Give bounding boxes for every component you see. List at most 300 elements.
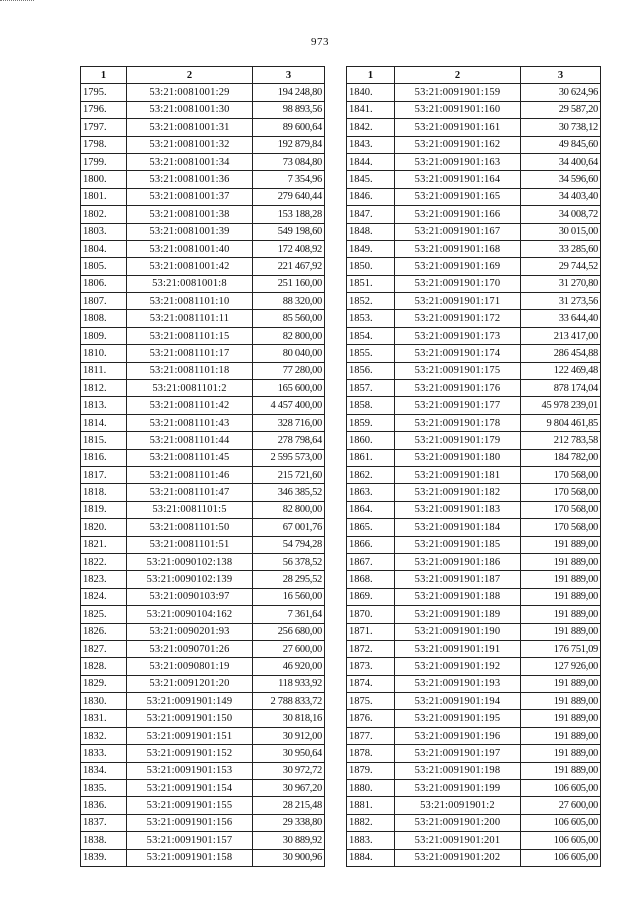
cadastral-value: 33 644,40 [521,310,601,327]
row-number: 1881. [347,797,395,814]
cadastral-value: 27 600,00 [521,797,601,814]
row-number: 1805. [81,258,127,275]
table-row [81,432,325,449]
table-row [81,223,325,240]
table-row [347,240,601,257]
header-col-1: 1 [81,67,127,84]
cadastral-number: 53:21:0091901:183 [395,501,521,518]
cadastral-number: 53:21:0091901:193 [395,675,521,692]
table-row [347,797,601,814]
cadastral-number: 53:21:0091901:2 [395,797,521,814]
cadastral-number: 53:21:0091901:186 [395,553,521,570]
row-number: 1824. [81,588,127,605]
table-row [81,536,325,553]
cadastral-number: 53:21:0091901:153 [127,762,253,779]
table-row [81,501,325,518]
cadastral-number: 53:21:0091901:167 [395,223,521,240]
row-number: 1884. [347,849,395,866]
cadastral-number: 53:21:0081101:42 [127,397,253,414]
row-number: 1841. [347,101,395,118]
cadastral-value: 213 417,00 [521,327,601,344]
cadastral-value: 82 800,00 [253,501,325,518]
table-row [81,171,325,188]
row-number: 1796. [81,101,127,118]
table-row [347,206,601,223]
cadastral-number: 53:21:0081001:34 [127,153,253,170]
cadastral-number: 53:21:0091901:149 [127,693,253,710]
table-row [347,658,601,675]
table-row [347,136,601,153]
row-number: 1801. [81,188,127,205]
row-number: 1802. [81,206,127,223]
cadastral-value: 33 285,60 [521,240,601,257]
cadastral-number: 53:21:0091901:176 [395,380,521,397]
cadastral-number: 53:21:0081101:47 [127,484,253,501]
cadastral-value: 153 188,28 [253,206,325,223]
cadastral-value: 165 600,00 [253,380,325,397]
row-number: 1803. [81,223,127,240]
cadastral-number: 53:21:0091201:20 [127,675,253,692]
cadastral-number: 53:21:0081101:43 [127,414,253,431]
cadastral-number: 53:21:0091901:177 [395,397,521,414]
table-row [347,275,601,292]
cadastral-number: 53:21:0091901:155 [127,797,253,814]
table-row [347,832,601,849]
cadastral-value: 7 361,64 [253,606,325,623]
cadastral-value: 251 160,00 [253,275,325,292]
row-number: 1871. [347,623,395,640]
row-number: 1819. [81,501,127,518]
cadastral-value: 30 972,72 [253,762,325,779]
cadastral-number: 53:21:0090701:26 [127,640,253,657]
row-number: 1797. [81,119,127,136]
table-row [81,553,325,570]
table-row [81,188,325,205]
cadastral-number: 53:21:0091901:158 [127,849,253,866]
table-row [347,153,601,170]
cadastral-value: 30 889,92 [253,832,325,849]
table-row [347,484,601,501]
row-number: 1829. [81,675,127,692]
table-row [347,188,601,205]
row-number: 1826. [81,623,127,640]
row-number: 1859. [347,414,395,431]
row-number: 1880. [347,780,395,797]
cadastral-number: 53:21:0081101:44 [127,432,253,449]
cadastral-number: 53:21:0081101:5 [127,501,253,518]
table-row [347,553,601,570]
cadastral-value: 88 320,00 [253,293,325,310]
table-row [347,119,601,136]
cadastral-value: 191 889,00 [521,745,601,762]
cadastral-number: 53:21:0081101:45 [127,449,253,466]
row-number: 1812. [81,380,127,397]
table-row [81,606,325,623]
cadastral-value: 170 568,00 [521,466,601,483]
cadastral-number: 53:21:0091901:185 [395,536,521,553]
cadastral-number: 53:21:0091901:195 [395,710,521,727]
cadastral-value: 184 782,00 [521,449,601,466]
cadastral-value: 34 403,40 [521,188,601,205]
cadastral-number: 53:21:0090104:162 [127,606,253,623]
cadastral-number: 53:21:0091901:166 [395,206,521,223]
cadastral-value: 549 198,60 [253,223,325,240]
cadastral-value: 191 889,00 [521,588,601,605]
cadastral-number: 53:21:0091901:161 [395,119,521,136]
cadastral-number: 53:21:0091901:201 [395,832,521,849]
row-number: 1848. [347,223,395,240]
table-row [347,310,601,327]
cadastral-number: 53:21:0091901:202 [395,849,521,866]
row-number: 1872. [347,640,395,657]
table-row [347,745,601,762]
cadastral-number: 53:21:0091901:199 [395,780,521,797]
table-row [347,466,601,483]
row-number: 1825. [81,606,127,623]
cadastral-value: 106 605,00 [521,849,601,866]
cadastral-value: 191 889,00 [521,727,601,744]
cadastral-number: 53:21:0091901:194 [395,693,521,710]
table-row [347,258,601,275]
cadastral-value: 170 568,00 [521,519,601,536]
header-col-1: 1 [347,67,395,84]
cadastral-value: 122 469,48 [521,362,601,379]
row-number: 1840. [347,84,395,101]
table-row [81,640,325,657]
row-number: 1857. [347,380,395,397]
cadastral-number: 53:21:0091901:156 [127,814,253,831]
cadastral-value: 46 920,00 [253,658,325,675]
table-row [347,536,601,553]
cadastral-number: 53:21:0081101:17 [127,345,253,362]
cadastral-value: 221 467,92 [253,258,325,275]
table-row [347,640,601,657]
cadastral-value: 4 457 400,00 [253,397,325,414]
row-number: 1843. [347,136,395,153]
row-number: 1800. [81,171,127,188]
cadastral-number: 53:21:0081001:42 [127,258,253,275]
row-number: 1814. [81,414,127,431]
cadastral-number: 53:21:0091901:171 [395,293,521,310]
table-row [81,484,325,501]
cadastral-value: 191 889,00 [521,693,601,710]
cadastral-number: 53:21:0081001:36 [127,171,253,188]
cadastral-number: 53:21:0091901:162 [395,136,521,153]
table-row [81,623,325,640]
cadastral-value: 278 798,64 [253,432,325,449]
cadastral-value: 85 560,00 [253,310,325,327]
cadastral-value: 80 040,00 [253,345,325,362]
table-row [347,710,601,727]
row-number: 1823. [81,571,127,588]
cadastral-value: 2 788 833,72 [253,693,325,710]
table-row [81,710,325,727]
cadastral-number: 53:21:0081001:30 [127,101,253,118]
table-row [81,206,325,223]
cadastral-number: 53:21:0091901:182 [395,484,521,501]
table-row [81,258,325,275]
cadastral-value: 29 744,52 [521,258,601,275]
table-header-row [347,67,601,84]
cadastral-number: 53:21:0081001:39 [127,223,253,240]
cadastral-value: 34 596,60 [521,171,601,188]
table-body-left [81,84,325,867]
table-row [347,519,601,536]
cadastral-value: 34 400,64 [521,153,601,170]
row-number: 1831. [81,710,127,727]
cadastral-value: 56 378,52 [253,553,325,570]
row-number: 1842. [347,119,395,136]
table-row [81,780,325,797]
cadastral-value: 191 889,00 [521,675,601,692]
cadastral-number: 53:21:0090801:19 [127,658,253,675]
scan-edge-mark [0,0,34,2]
cadastral-value: 30 900,96 [253,849,325,866]
table-row [81,849,325,866]
table-row [81,832,325,849]
cadastral-value: 191 889,00 [521,762,601,779]
cadastral-value: 89 600,64 [253,119,325,136]
cadastral-value: 170 568,00 [521,484,601,501]
table-row [347,345,601,362]
cadastral-number: 53:21:0091901:198 [395,762,521,779]
table-row [81,814,325,831]
table-row [81,658,325,675]
cadastral-value: 256 680,00 [253,623,325,640]
row-number: 1879. [347,762,395,779]
cadastral-number: 53:21:0081001:31 [127,119,253,136]
table-row [81,693,325,710]
header-col-2: 2 [127,67,253,84]
cadastral-value: 28 295,52 [253,571,325,588]
cadastral-number: 53:21:0091901:173 [395,327,521,344]
cadastral-number: 53:21:0091901:175 [395,362,521,379]
cadastral-value: 73 084,80 [253,153,325,170]
cadastral-number: 53:21:0091901:187 [395,571,521,588]
cadastral-value: 30 015,00 [521,223,601,240]
table-row [347,606,601,623]
cadastral-value: 2 595 573,00 [253,449,325,466]
cadastral-value: 45 978 239,01 [521,397,601,414]
table-row [347,362,601,379]
cadastral-value: 328 716,00 [253,414,325,431]
cadastral-value: 191 889,00 [521,571,601,588]
cadastral-number: 53:21:0081101:18 [127,362,253,379]
cadastral-number: 53:21:0081001:8 [127,275,253,292]
row-number: 1866. [347,536,395,553]
cadastral-value: 29 587,20 [521,101,601,118]
table-row [347,849,601,866]
cadastral-number: 53:21:0091901:191 [395,640,521,657]
row-number: 1856. [347,362,395,379]
cadastral-number: 53:21:0081101:51 [127,536,253,553]
row-number: 1865. [347,519,395,536]
cadastral-number: 53:21:0091901:174 [395,345,521,362]
table-row [347,449,601,466]
cadastral-value: 98 893,56 [253,101,325,118]
cadastral-value: 191 889,00 [521,536,601,553]
row-number: 1817. [81,466,127,483]
cadastral-value: 30 967,20 [253,780,325,797]
row-number: 1835. [81,780,127,797]
cadastral-value: 191 889,00 [521,623,601,640]
table-row [347,397,601,414]
cadastral-value: 34 008,72 [521,206,601,223]
row-number: 1855. [347,345,395,362]
row-number: 1860. [347,432,395,449]
cadastral-number: 53:21:0091901:165 [395,188,521,205]
cadastral-value: 30 818,16 [253,710,325,727]
row-number: 1828. [81,658,127,675]
row-number: 1836. [81,797,127,814]
row-number: 1853. [347,310,395,327]
table-row [81,519,325,536]
row-number: 1816. [81,449,127,466]
row-number: 1815. [81,432,127,449]
table-row [81,745,325,762]
cadastral-table-left [80,66,325,867]
cadastral-value: 30 950,64 [253,745,325,762]
table-row [81,119,325,136]
page-number: 973 [311,36,329,48]
table-row [81,240,325,257]
table-row [81,345,325,362]
cadastral-value: 30 912,00 [253,727,325,744]
cadastral-value: 215 721,60 [253,466,325,483]
table-row [347,571,601,588]
cadastral-value: 106 605,00 [521,814,601,831]
cadastral-number: 53:21:0081001:37 [127,188,253,205]
row-number: 1821. [81,536,127,553]
cadastral-value: 191 889,00 [521,606,601,623]
cadastral-number: 53:21:0081101:46 [127,466,253,483]
row-number: 1877. [347,727,395,744]
cadastral-table-right [346,66,601,867]
table-row [81,762,325,779]
cadastral-number: 53:21:0091901:184 [395,519,521,536]
cadastral-value: 7 354,96 [253,171,325,188]
row-number: 1834. [81,762,127,779]
cadastral-number: 53:21:0091901:152 [127,745,253,762]
table-row [81,136,325,153]
cadastral-number: 53:21:0091901:179 [395,432,521,449]
table-row [347,327,601,344]
table-row [347,814,601,831]
row-number: 1798. [81,136,127,153]
cadastral-number: 53:21:0090102:139 [127,571,253,588]
row-number: 1838. [81,832,127,849]
cadastral-number: 53:21:0091901:169 [395,258,521,275]
table-header-row [81,67,325,84]
cadastral-number: 53:21:0091901:159 [395,84,521,101]
row-number: 1844. [347,153,395,170]
cadastral-value: 82 800,00 [253,327,325,344]
cadastral-value: 29 338,80 [253,814,325,831]
row-number: 1832. [81,727,127,744]
row-number: 1846. [347,188,395,205]
cadastral-number: 53:21:0081001:38 [127,206,253,223]
row-number: 1833. [81,745,127,762]
cadastral-number: 53:21:0091901:170 [395,275,521,292]
row-number: 1813. [81,397,127,414]
row-number: 1827. [81,640,127,657]
row-number: 1873. [347,658,395,675]
table-row [347,727,601,744]
table-row [347,84,601,101]
table-row [347,432,601,449]
table-row [81,310,325,327]
cadastral-value: 286 454,88 [521,345,601,362]
cadastral-number: 53:21:0091901:172 [395,310,521,327]
row-number: 1858. [347,397,395,414]
cadastral-value: 191 889,00 [521,710,601,727]
cadastral-value: 279 640,44 [253,188,325,205]
row-number: 1852. [347,293,395,310]
cadastral-number: 53:21:0091901:181 [395,466,521,483]
row-number: 1850. [347,258,395,275]
table-row [81,153,325,170]
cadastral-value: 77 280,00 [253,362,325,379]
table-row [81,362,325,379]
cadastral-value: 191 889,00 [521,553,601,570]
row-number: 1864. [347,501,395,518]
cadastral-value: 9 804 461,85 [521,414,601,431]
row-number: 1795. [81,84,127,101]
row-number: 1839. [81,849,127,866]
cadastral-value: 49 845,60 [521,136,601,153]
row-number: 1804. [81,240,127,257]
row-number: 1810. [81,345,127,362]
table-row [347,693,601,710]
table-row [347,380,601,397]
cadastral-number: 53:21:0091901:200 [395,814,521,831]
cadastral-number: 53:21:0090103:97 [127,588,253,605]
header-col-3: 3 [253,67,325,84]
row-number: 1806. [81,275,127,292]
table-row [347,762,601,779]
row-number: 1869. [347,588,395,605]
table-row [81,293,325,310]
cadastral-value: 28 215,48 [253,797,325,814]
cadastral-value: 54 794,28 [253,536,325,553]
cadastral-number: 53:21:0081101:15 [127,327,253,344]
row-number: 1861. [347,449,395,466]
cadastral-value: 31 273,56 [521,293,601,310]
cadastral-number: 53:21:0091901:164 [395,171,521,188]
cadastral-number: 53:21:0091901:160 [395,101,521,118]
table-row [81,675,325,692]
table-row [347,501,601,518]
header-col-3: 3 [521,67,601,84]
table-row [347,588,601,605]
table-row [81,797,325,814]
table-row [81,588,325,605]
cadastral-value: 106 605,00 [521,780,601,797]
cadastral-number: 53:21:0090201:93 [127,623,253,640]
cadastral-number: 53:21:0081101:10 [127,293,253,310]
cadastral-number: 53:21:0091901:157 [127,832,253,849]
cadastral-number: 53:21:0091901:150 [127,710,253,727]
row-number: 1875. [347,693,395,710]
cadastral-number: 53:21:0081101:11 [127,310,253,327]
cadastral-number: 53:21:0081001:40 [127,240,253,257]
cadastral-value: 194 248,80 [253,84,325,101]
cadastral-number: 53:21:0091901:178 [395,414,521,431]
row-number: 1847. [347,206,395,223]
row-number: 1883. [347,832,395,849]
table-row [347,171,601,188]
table-row [81,380,325,397]
